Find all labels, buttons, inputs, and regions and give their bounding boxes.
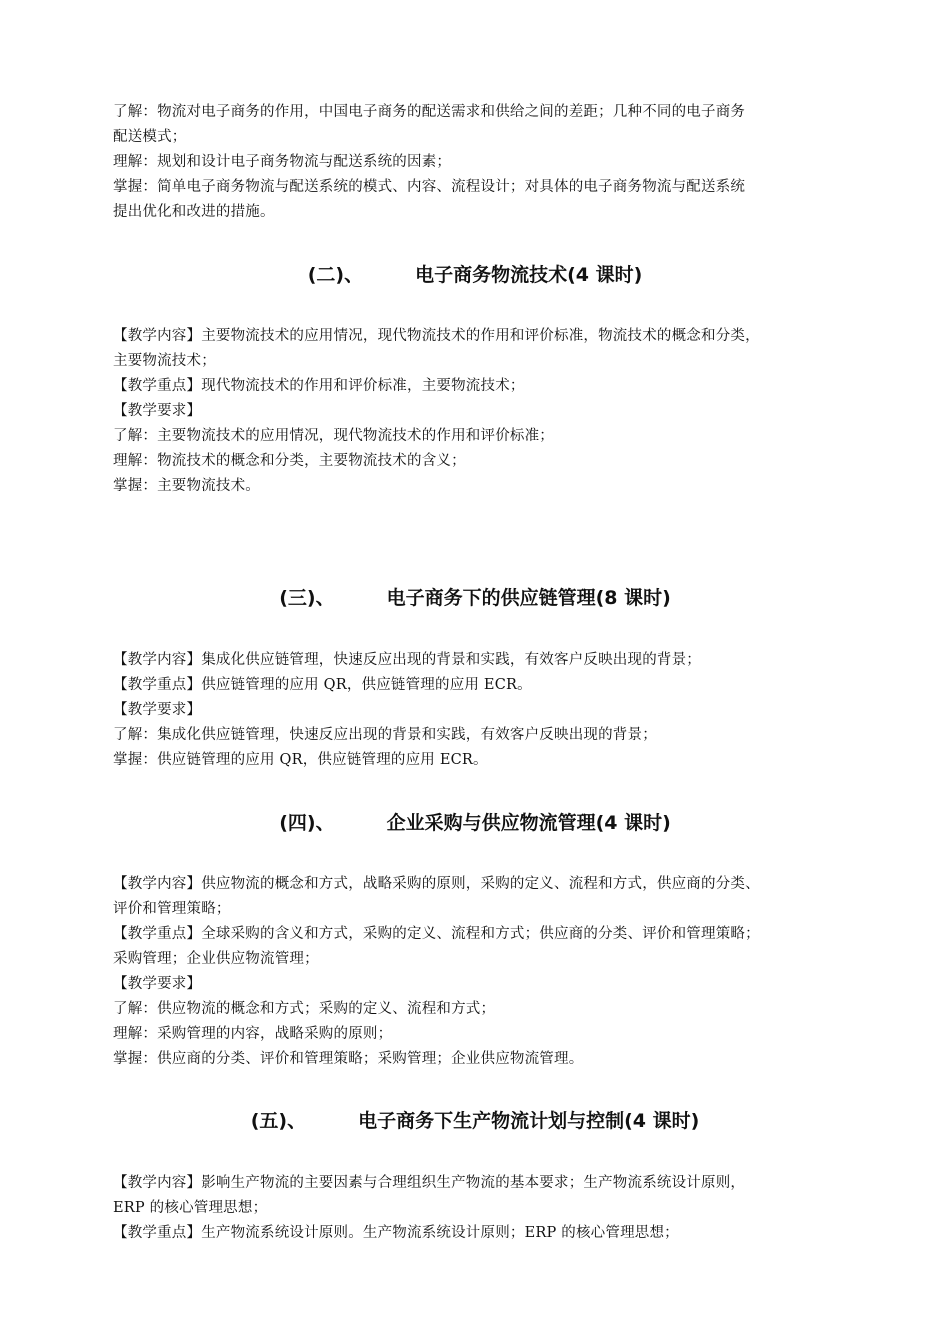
section-number: (五)、 (250, 1110, 307, 1132)
section-heading (0, 585, 950, 611)
body-line: ERP 的核心管理思想； (113, 1200, 268, 1216)
section-title: 电子商务物流技术(4 课时) (415, 264, 643, 286)
section-title: 企业采购与供应物流管理(4 课时) (386, 812, 671, 834)
body-line: 了解：供应物流的概念和方式；采购的定义、流程和方式； (113, 1001, 496, 1017)
section-number: (三)、 (279, 587, 335, 609)
body-line: 【教学要求】 (113, 702, 202, 718)
body-line: 【教学内容】影响生产物流的主要因素与合理组织生产物流的基本要求；生产物流系统设计原则， (113, 1175, 746, 1191)
body-line: 【教学重点】全球采购的含义和方式，采购的定义、流程和方式；供应商的分类、评价和管理策略； (113, 926, 760, 942)
body-line: 理解：物流技术的概念和分类，主要物流技术的含义； (113, 453, 466, 469)
body-line: 【教学内容】主要物流技术的应用情况，现代物流技术的作用和评价标准，物流技术的概念和分类， (113, 328, 760, 344)
body-line: 理解：规划和设计电子商务物流与配送系统的因素； (113, 154, 452, 170)
body-line: 【教学重点】生产物流系统设计原则。生产物流系统设计原则；ERP 的核心管理思想； (113, 1225, 679, 1241)
body-line: 【教学要求】 (113, 403, 202, 419)
section-title: 电子商务下生产物流计划与控制(4 课时) (358, 1110, 700, 1132)
body-line: 掌握：简单电子商务物流与配送系统的模式、内容、流程设计；对具体的电子商务物流与配送系统 (113, 179, 746, 195)
body-line: 【教学重点】现代物流技术的作用和评价标准，主要物流技术； (113, 378, 525, 394)
section-title: 电子商务下的供应链管理(8 课时) (386, 587, 671, 609)
body-line: 了解：物流对电子商务的作用，中国电子商务的配送需求和供给之间的差距；几种不同的电子商务 (113, 104, 746, 120)
section-heading (0, 1108, 950, 1134)
body-line: 采购管理；企业供应物流管理； (113, 951, 319, 967)
body-line: 理解：采购管理的内容，战略采购的原则； (113, 1026, 393, 1042)
body-line: 主要物流技术； (113, 353, 216, 369)
body-line: 【教学要求】 (113, 976, 202, 992)
body-line: 配送模式； (113, 129, 187, 145)
section-number: (四)、 (279, 812, 335, 834)
body-line: 了解：集成化供应链管理，快速反应出现的背景和实践，有效客户反映出现的背景； (113, 727, 657, 743)
body-line: 掌握：供应链管理的应用 QR，供应链管理的应用 ECR。 (113, 752, 488, 768)
section-number: (二)、 (307, 264, 364, 286)
body-line: 【教学内容】集成化供应链管理，快速反应出现的背景和实践，有效客户反映出现的背景； (113, 652, 701, 668)
body-line: 评价和管理策略； (113, 901, 231, 917)
body-line: 掌握：供应商的分类、评价和管理策略；采购管理；企业供应物流管理。 (113, 1051, 584, 1067)
body-line: 提出优化和改进的措施。 (113, 204, 275, 220)
body-line: 了解：主要物流技术的应用情况，现代物流技术的作用和评价标准； (113, 428, 554, 444)
section-heading (0, 810, 950, 836)
body-line: 掌握：主要物流技术。 (113, 478, 260, 494)
body-line: 【教学内容】供应物流的概念和方式，战略采购的原则，采购的定义、流程和方式，供应商的分类、 (113, 876, 760, 892)
body-line: 【教学重点】供应链管理的应用 QR，供应链管理的应用 ECR。 (113, 677, 532, 693)
section-heading (0, 262, 950, 288)
